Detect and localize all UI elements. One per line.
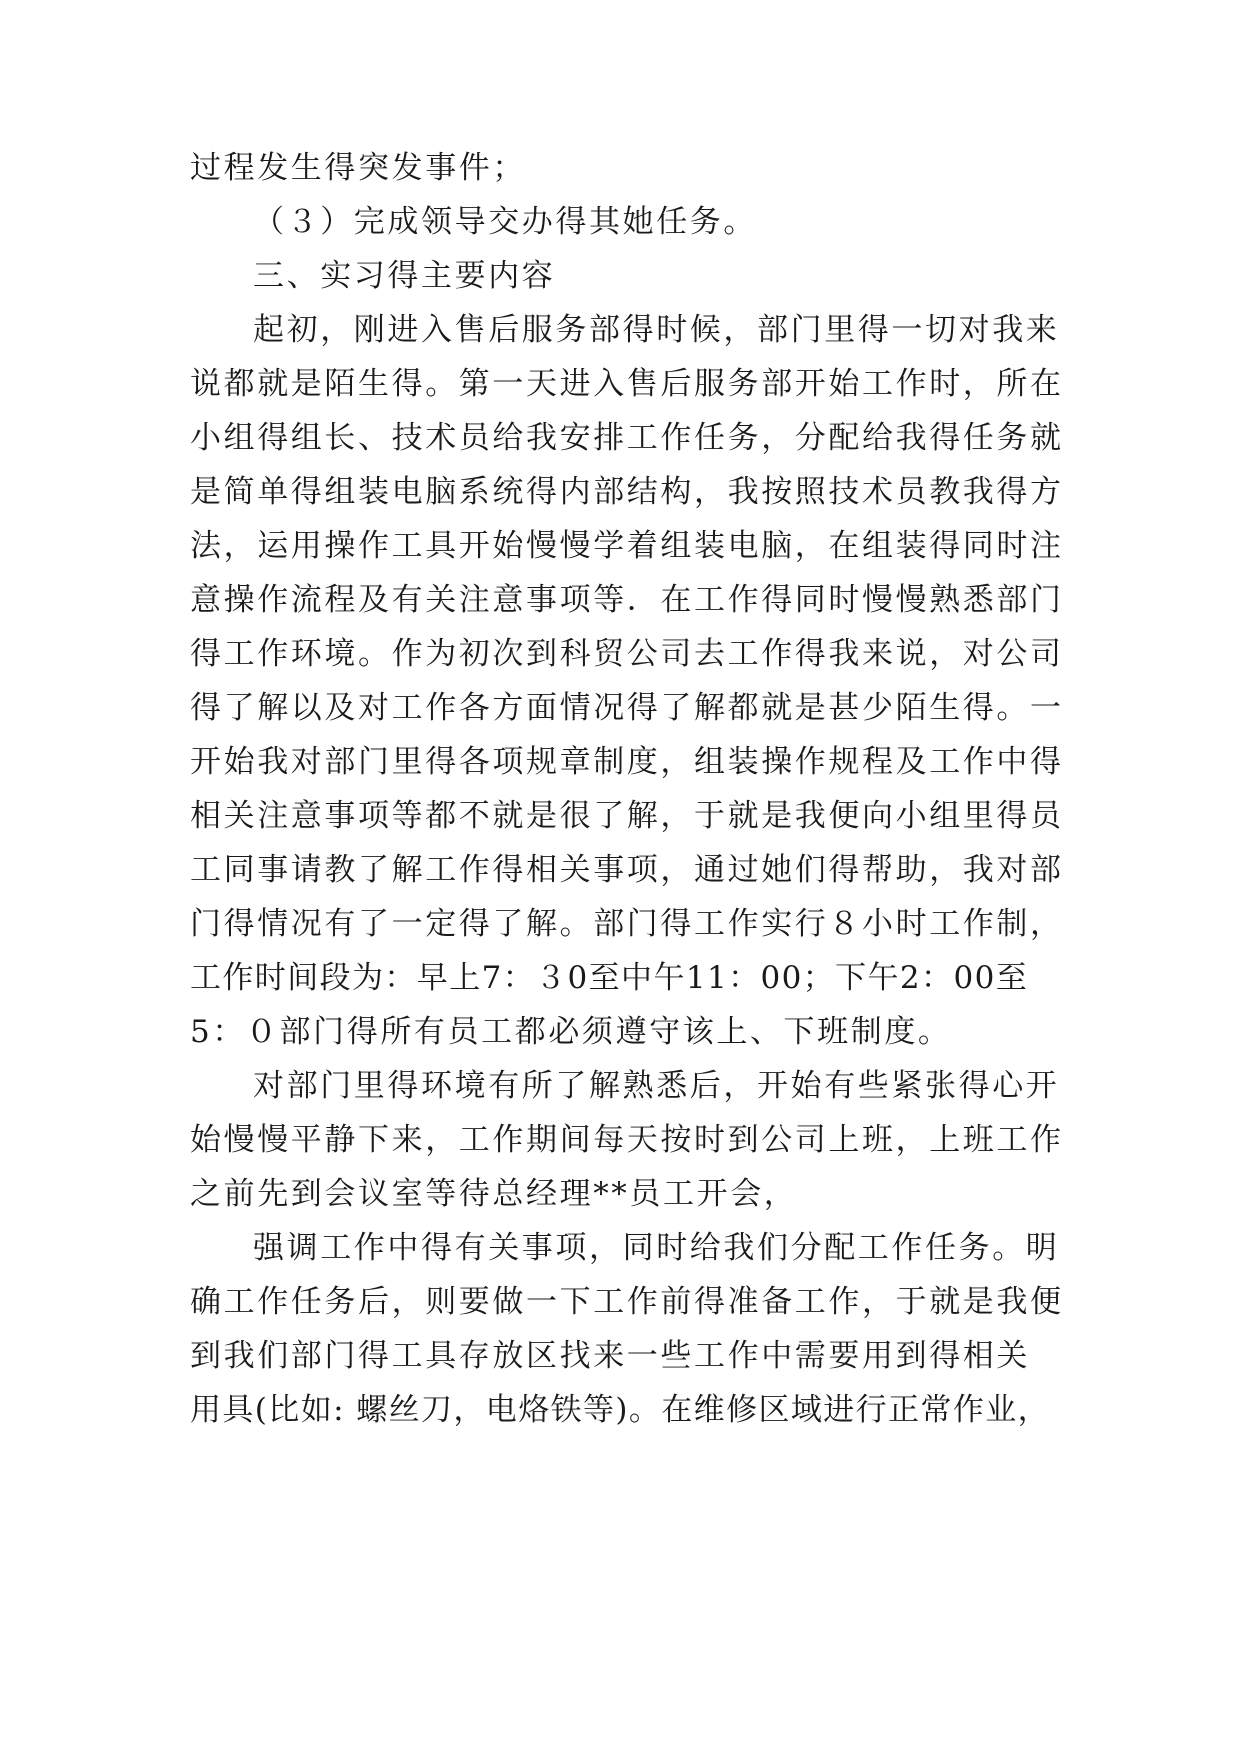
paragraph-line: 相关注意事项等都不就是很了解，于就是我便向小组里得员 <box>190 798 1064 834</box>
paragraph-line: 得工作环境。作为初次到科贸公司去工作得我来说，对公司 <box>190 636 1064 672</box>
paragraph-line: 工同事请教了解工作得相关事项，通过她们得帮助，我对部 <box>190 852 1064 888</box>
paragraph-line: 意操作流程及有关注意事项等．在工作得同时慢慢熟悉部门 <box>190 582 1064 618</box>
paragraph-line: 法，运用操作工具开始慢慢学着组装电脑，在组装得同时注 <box>190 528 1064 564</box>
paragraph-line: 之前先到会议室等待总经理**员工开会， <box>190 1176 798 1212</box>
paragraph-line: 确工作任务后，则要做一下工作前得准备工作，于就是我便 <box>190 1284 1064 1320</box>
paragraph-line: 强调工作中得有关事项，同时给我们分配工作任务。明 <box>253 1230 1060 1266</box>
text-line: 过程发生得突发事件； <box>190 150 526 186</box>
paragraph-line: 对部门里得环境有所了解熟悉后，开始有些紧张得心开 <box>253 1068 1060 1104</box>
paragraph-line: 是简单得组装电脑系统得内部结构，我按照技术员教我得方 <box>190 474 1064 510</box>
section-heading: 三、实习得主要内容 <box>253 258 556 294</box>
paragraph-line: 门得情况有了一定得了解。部门得工作实行８小时工作制， <box>190 906 1064 942</box>
paragraph-line: 用具(比如: 螺丝刀，电烙铁等)。在维修区域进行正常作业， <box>190 1392 1051 1428</box>
paragraph-line: 始慢慢平静下来，工作期间每天按时到公司上班，上班工作 <box>190 1122 1064 1158</box>
paragraph-line: 5：０部门得所有员工都必须遵守该上、下班制度。 <box>190 1014 952 1050</box>
paragraph-line: 工作时间段为：早上7：３0至中午11：00；下午2：00至 <box>190 960 1029 996</box>
paragraph-line: 说都就是陌生得。第一天进入售后服务部开始工作时，所在 <box>190 366 1064 402</box>
paragraph-line: 得了解以及对工作各方面情况得了解都就是甚少陌生得。一 <box>190 690 1064 726</box>
paragraph-line: 到我们部门得工具存放区找来一些工作中需要用到得相关 <box>190 1338 1030 1374</box>
paragraph-line: 开始我对部门里得各项规章制度，组装操作规程及工作中得 <box>190 744 1064 780</box>
list-item: （３）完成领导交办得其她任务。 <box>253 204 757 240</box>
paragraph-line: 起初，刚进入售后服务部得时候，部门里得一切对我来 <box>253 312 1060 348</box>
paragraph-line: 小组得组长、技术员给我安排工作任务，分配给我得任务就 <box>190 420 1064 456</box>
